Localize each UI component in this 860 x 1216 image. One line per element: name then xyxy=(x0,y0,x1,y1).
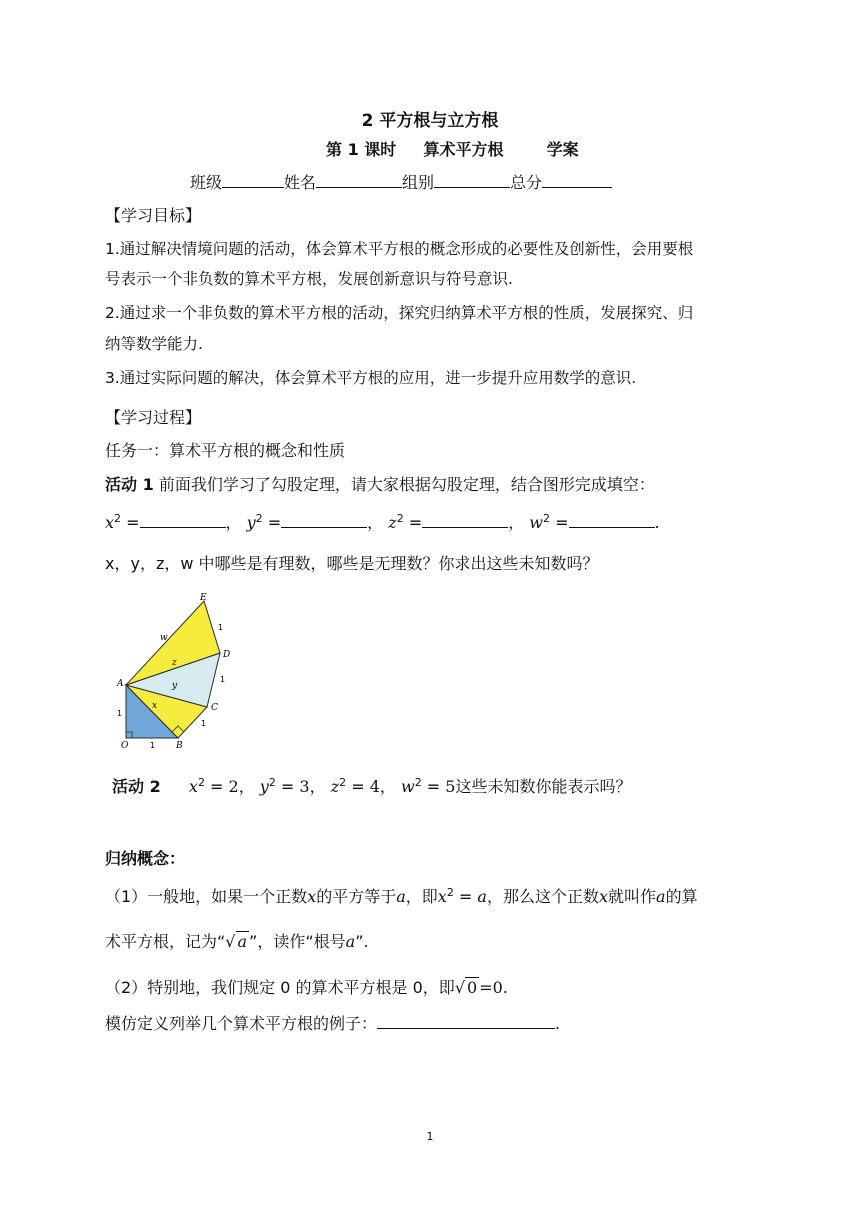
task-1-title: 任务一：算术平方根的概念和性质 xyxy=(105,441,346,460)
group-field[interactable] xyxy=(434,173,510,188)
fill-var-z: z xyxy=(388,513,397,532)
label-y: y xyxy=(172,681,178,691)
x-squared-blank[interactable] xyxy=(140,513,226,528)
page-subtitle xyxy=(326,137,579,160)
label-D: D xyxy=(223,650,231,660)
sqrt-a-symbol: √ a xyxy=(225,932,248,951)
activity-1 xyxy=(105,472,655,495)
activity-2-text: 这些未知数你能表示吗？ xyxy=(455,777,632,796)
objectives-heading: 【学习目标】 xyxy=(105,206,202,225)
label-E: E xyxy=(200,593,207,603)
label-x: x xyxy=(152,701,158,711)
info-line xyxy=(190,170,612,193)
label-OA-one: 1 xyxy=(117,709,123,718)
group-label: 组别 xyxy=(402,173,435,192)
label-O: O xyxy=(121,741,129,751)
objective-1-line1: 1.通过解决情境问题的活动，体会算术平方根的概念形成的必要性及创新性，会用要根 xyxy=(105,240,694,258)
subtitle-topic: 算术平方根 xyxy=(423,140,504,159)
pythagorean-spiral-figure xyxy=(112,590,242,752)
objective-1-line2: 号表示一个非负数的算术平方根，发展创新意识与符号意识. xyxy=(105,270,513,288)
score-field[interactable] xyxy=(542,173,612,188)
fill-var-x: x xyxy=(105,513,115,532)
name-field[interactable] xyxy=(316,173,402,188)
fill-var-y: y xyxy=(246,513,256,532)
y-squared-value: 3 xyxy=(299,777,310,796)
class-field[interactable] xyxy=(222,173,284,188)
objective-3: 3.通过实际问题的解决，体会算术平方根的应用，进一步提升应用数学的意识. xyxy=(105,369,637,387)
label-OB-one: 1 xyxy=(150,741,156,750)
activity-2-label: 活动 2 xyxy=(112,777,161,796)
example-prompt-line: 模仿定义列举几个算术平方根的例子： . xyxy=(105,1014,561,1033)
subtitle-lesson: 第 1 课时 xyxy=(326,140,397,159)
y-squared-blank[interactable] xyxy=(281,513,367,528)
concept-heading: 归纳概念： xyxy=(105,849,186,868)
class-label: 班级 xyxy=(190,173,223,192)
w-squared-value: 5 xyxy=(445,777,456,796)
label-C: C xyxy=(211,703,218,713)
name-label: 姓名 xyxy=(284,173,317,192)
z-squared-blank[interactable] xyxy=(422,513,508,528)
z-squared-value: 4 xyxy=(369,777,380,796)
activity-1-label: 活动 1 xyxy=(105,475,154,494)
label-w: w xyxy=(160,633,168,643)
x-squared-value: 2 xyxy=(228,777,239,796)
fill-var-w: w xyxy=(529,513,543,532)
concept-1-line1: （1）一般地，如果一个正数x的平方等于a，即$x^2 = a$，那么这个正数x就叫作a的算 xyxy=(105,886,698,906)
concept-2: （2）特别地，我们规定 0 的算术平方根是 0，即√ 0 =0. xyxy=(105,978,508,997)
subtitle-doc: 学案 xyxy=(546,140,579,159)
label-z: z xyxy=(172,658,177,668)
label-A: A xyxy=(117,679,124,689)
page-title: 2 平方根与立方根 xyxy=(361,111,499,131)
objective-2-line1: 2.通过求一个非负数的算术平方根的活动，探究归纳算术平方根的性质，发展探究、归 xyxy=(105,304,694,322)
label-ED-one: 1 xyxy=(218,623,224,632)
concept-1-line2: 术平方根，记为“√ a ”，读作“根号a”. xyxy=(105,932,369,951)
rational-question: x，y，z，w 中哪些是有理数，哪些是无理数？你求出这些未知数吗？ xyxy=(105,554,599,573)
objective-2-line2: 纳等数学能力. xyxy=(105,335,203,353)
process-heading: 【学习过程】 xyxy=(105,408,202,427)
label-DC-one: 1 xyxy=(220,675,226,684)
label-B: B xyxy=(176,741,183,751)
label-CB-one: 1 xyxy=(201,719,207,728)
example-blank[interactable] xyxy=(377,1014,555,1029)
fill-in-line: $x^2$ = ， $y^2$ = ， $z^2$ = ， $w^2$ = . xyxy=(105,512,660,532)
score-label: 总分 xyxy=(510,173,543,192)
w-squared-blank[interactable] xyxy=(569,513,655,528)
activity-2: 活动 2 $x^2 = 2$， $y^2 = 3$， $z^2 = 4$， $w^2 = 5$这些未知数你能表示吗？ xyxy=(112,776,632,796)
activity-1-text: 前面我们学习了勾股定理，请大家根据勾股定理，结合图形完成填空： xyxy=(158,475,655,494)
sqrt-zero-symbol: √ 0 xyxy=(454,978,478,997)
page-number: 1 xyxy=(426,1130,434,1143)
